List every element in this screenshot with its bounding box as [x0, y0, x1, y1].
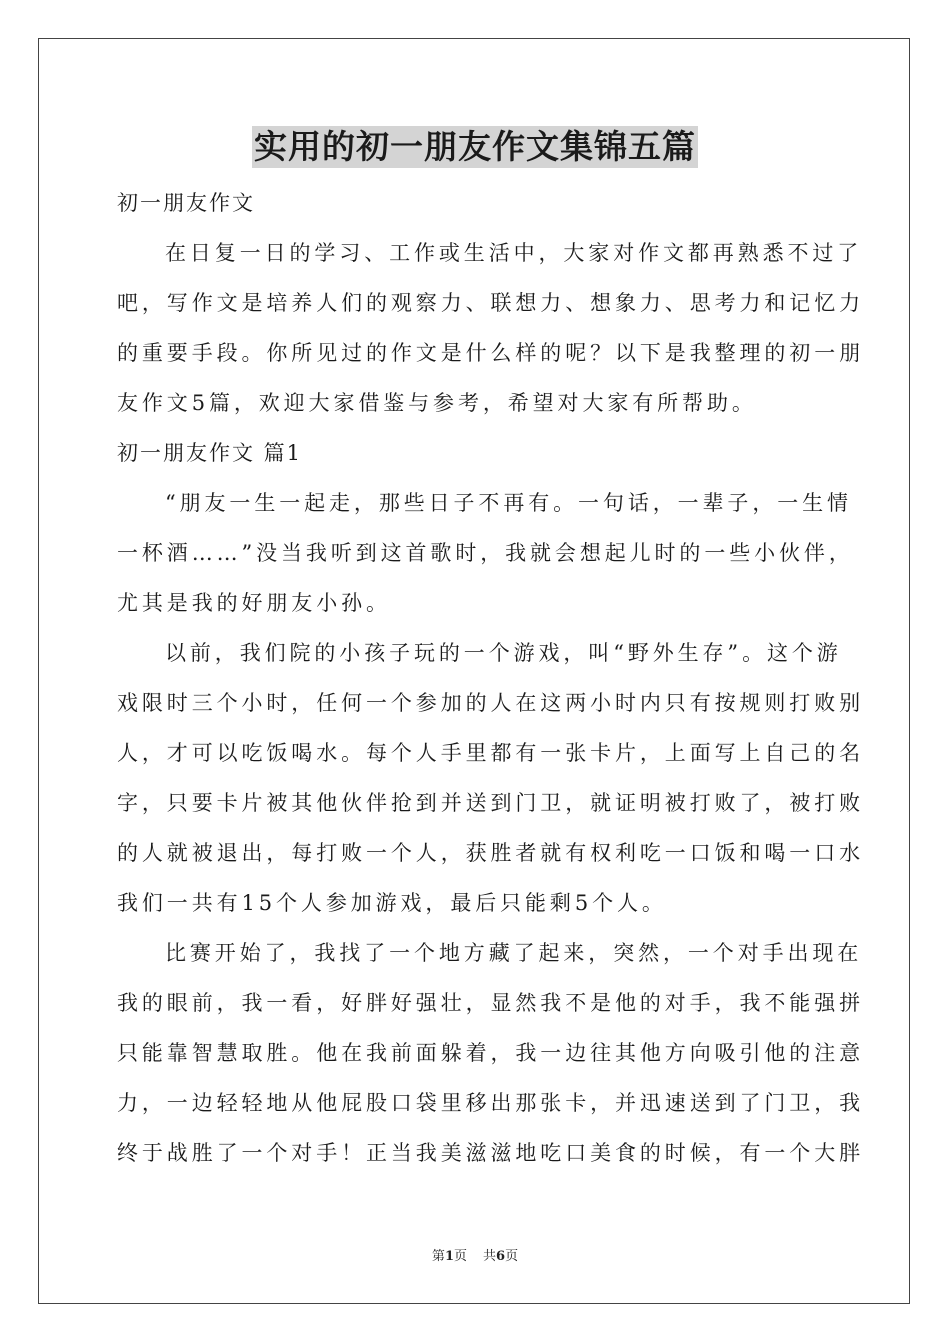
text-line: 以前，我们院的小孩子玩的一个游戏，叫“野外生存”。这个游	[165, 641, 842, 665]
text-line: 我们一共有15个人参加游戏，最后只能剩5个人。	[117, 891, 667, 915]
text-line: 在日复一日的学习、工作或生活中，大家对作文都再熟悉不过了	[165, 241, 863, 265]
title-container	[0, 126, 950, 168]
text-line: 力，一边轻轻地从他屁股口袋里移出那张卡，并迅速送到了门卫，我	[117, 1091, 864, 1115]
text-line: 只能靠智慧取胜。他在我前面躲着，我一边往其他方向吸引他的注意	[117, 1041, 864, 1065]
text-line: 的重要手段。你所见过的作文是什么样的呢？以下是我整理的初一朋	[117, 341, 864, 365]
text-line: “朋友一生一起走，那些日子不再有。一句话，一辈子，一生情	[165, 491, 852, 515]
page-prefix: 第	[431, 1249, 445, 1264]
section-heading: 初一朋友作文	[117, 191, 255, 215]
page-current: 1	[444, 1249, 454, 1264]
page-footer	[0, 1245, 950, 1264]
text-line: 终于战胜了一个对手！正当我美滋滋地吃口美食的时候，有一个大胖	[117, 1141, 864, 1165]
document-body	[117, 178, 864, 1178]
page-suffix: 页	[453, 1249, 467, 1264]
text-line: 字，只要卡片被其他伙伴抢到并送到门卫，就证明被打败了，被打败	[117, 791, 864, 815]
text-line: 我的眼前，我一看，好胖好强壮，显然我不是他的对手，我不能强拼	[117, 991, 864, 1015]
text-line: 戏限时三个小时，任何一个参加的人在这两小时内只有按规则打败别	[117, 691, 864, 715]
text-line: 比赛开始了，我找了一个地方藏了起来，突然，一个对手出现在	[165, 941, 863, 965]
text-line: 尤其是我的好朋友小孙。	[117, 591, 391, 615]
page-total: 6	[496, 1249, 506, 1264]
total-suffix: 页	[505, 1249, 519, 1264]
text-line: 吧，写作文是培养人们的观察力、联想力、想象力、思考力和记忆力	[117, 291, 864, 315]
section-heading: 初一朋友作文 篇1	[117, 441, 303, 465]
total-prefix: 共	[483, 1249, 497, 1264]
text-line: 一杯酒……”没当我听到这首歌时，我就会想起儿时的一些小伙伴，	[117, 541, 854, 565]
document-title: 实用的初一朋友作文集锦五篇	[254, 127, 696, 166]
text-line: 的人就被退出，每打败一个人，获胜者就有权利吃一口饭和喝一口水	[117, 841, 864, 865]
text-line: 人，才可以吃饭喝水。每个人手里都有一张卡片，上面写上自己的名	[117, 741, 864, 765]
text-line: 友作文5篇，欢迎大家借鉴与参考，希望对大家有所帮助。	[117, 391, 757, 415]
